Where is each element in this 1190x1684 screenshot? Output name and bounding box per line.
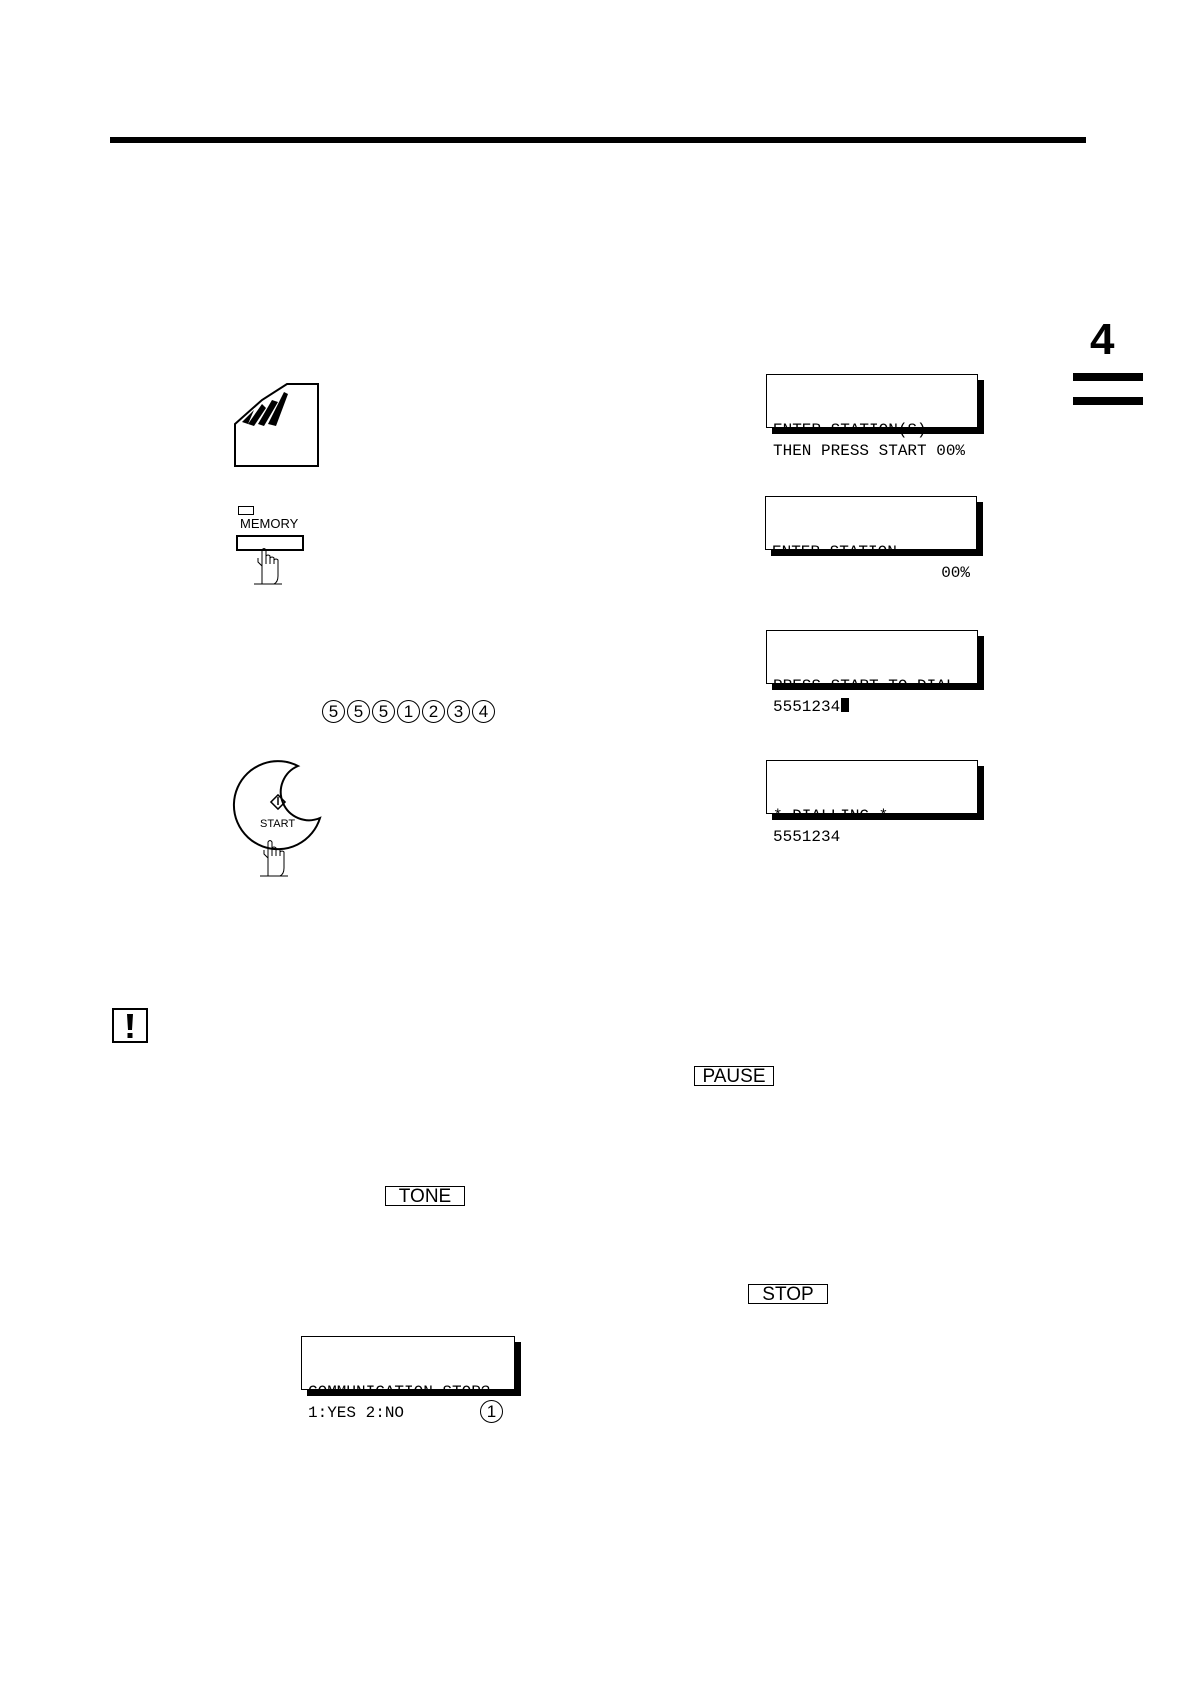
lcd-display-step2	[765, 496, 977, 582]
chapter-bar-top	[1073, 373, 1143, 381]
header-rule	[110, 137, 1086, 143]
dial-digit[interactable]: 3	[447, 700, 470, 723]
lcd-line: ENTER STATION(S)	[773, 421, 927, 439]
lcd-line: THEN PRESS START 00%	[773, 442, 966, 460]
chapter-bar-bottom	[1073, 397, 1143, 405]
chapter-number: 4	[1090, 315, 1115, 364]
lcd-display-step1	[766, 374, 978, 460]
lcd-line: COMMUNICATION STOP?	[308, 1383, 491, 1401]
pressing-hand-icon	[252, 546, 288, 586]
pressing-hand-icon	[258, 838, 294, 878]
lcd-display-stop-prompt	[301, 1336, 515, 1422]
cursor-icon	[841, 698, 849, 712]
dial-digit-sequence	[322, 700, 495, 723]
lcd-line: ENTER STATION	[772, 543, 897, 561]
dial-digit[interactable]: 2	[422, 700, 445, 723]
dial-digit[interactable]: 5	[347, 700, 370, 723]
lcd-display-step4	[766, 760, 978, 846]
lcd-display-step3	[766, 630, 978, 716]
confirm-digit[interactable]: 1	[480, 1400, 503, 1423]
lcd-line: * DIALLING *	[773, 807, 889, 825]
tone-key: TONE	[385, 1186, 465, 1206]
lcd-line: 5551234	[773, 828, 841, 846]
lcd-number: 5551234	[773, 698, 841, 716]
exclamation-note-icon	[112, 1008, 148, 1043]
document-feed-icon	[232, 380, 322, 470]
memory-indicator-led	[238, 506, 254, 515]
start-key-label: START	[260, 818, 296, 830]
lcd-line: 1:YES 2:NO	[308, 1404, 405, 1422]
pause-key: PAUSE	[694, 1066, 774, 1086]
dial-digit[interactable]: 4	[472, 700, 495, 723]
memory-key-label: MEMORY	[240, 516, 299, 531]
dial-digit[interactable]: 1	[397, 700, 420, 723]
stop-key: STOP	[748, 1284, 828, 1304]
dial-digit[interactable]: 5	[322, 700, 345, 723]
lcd-line: 00%	[941, 564, 970, 582]
lcd-line: PRESS START TO DIAL	[773, 677, 956, 695]
dial-digit[interactable]: 5	[372, 700, 395, 723]
